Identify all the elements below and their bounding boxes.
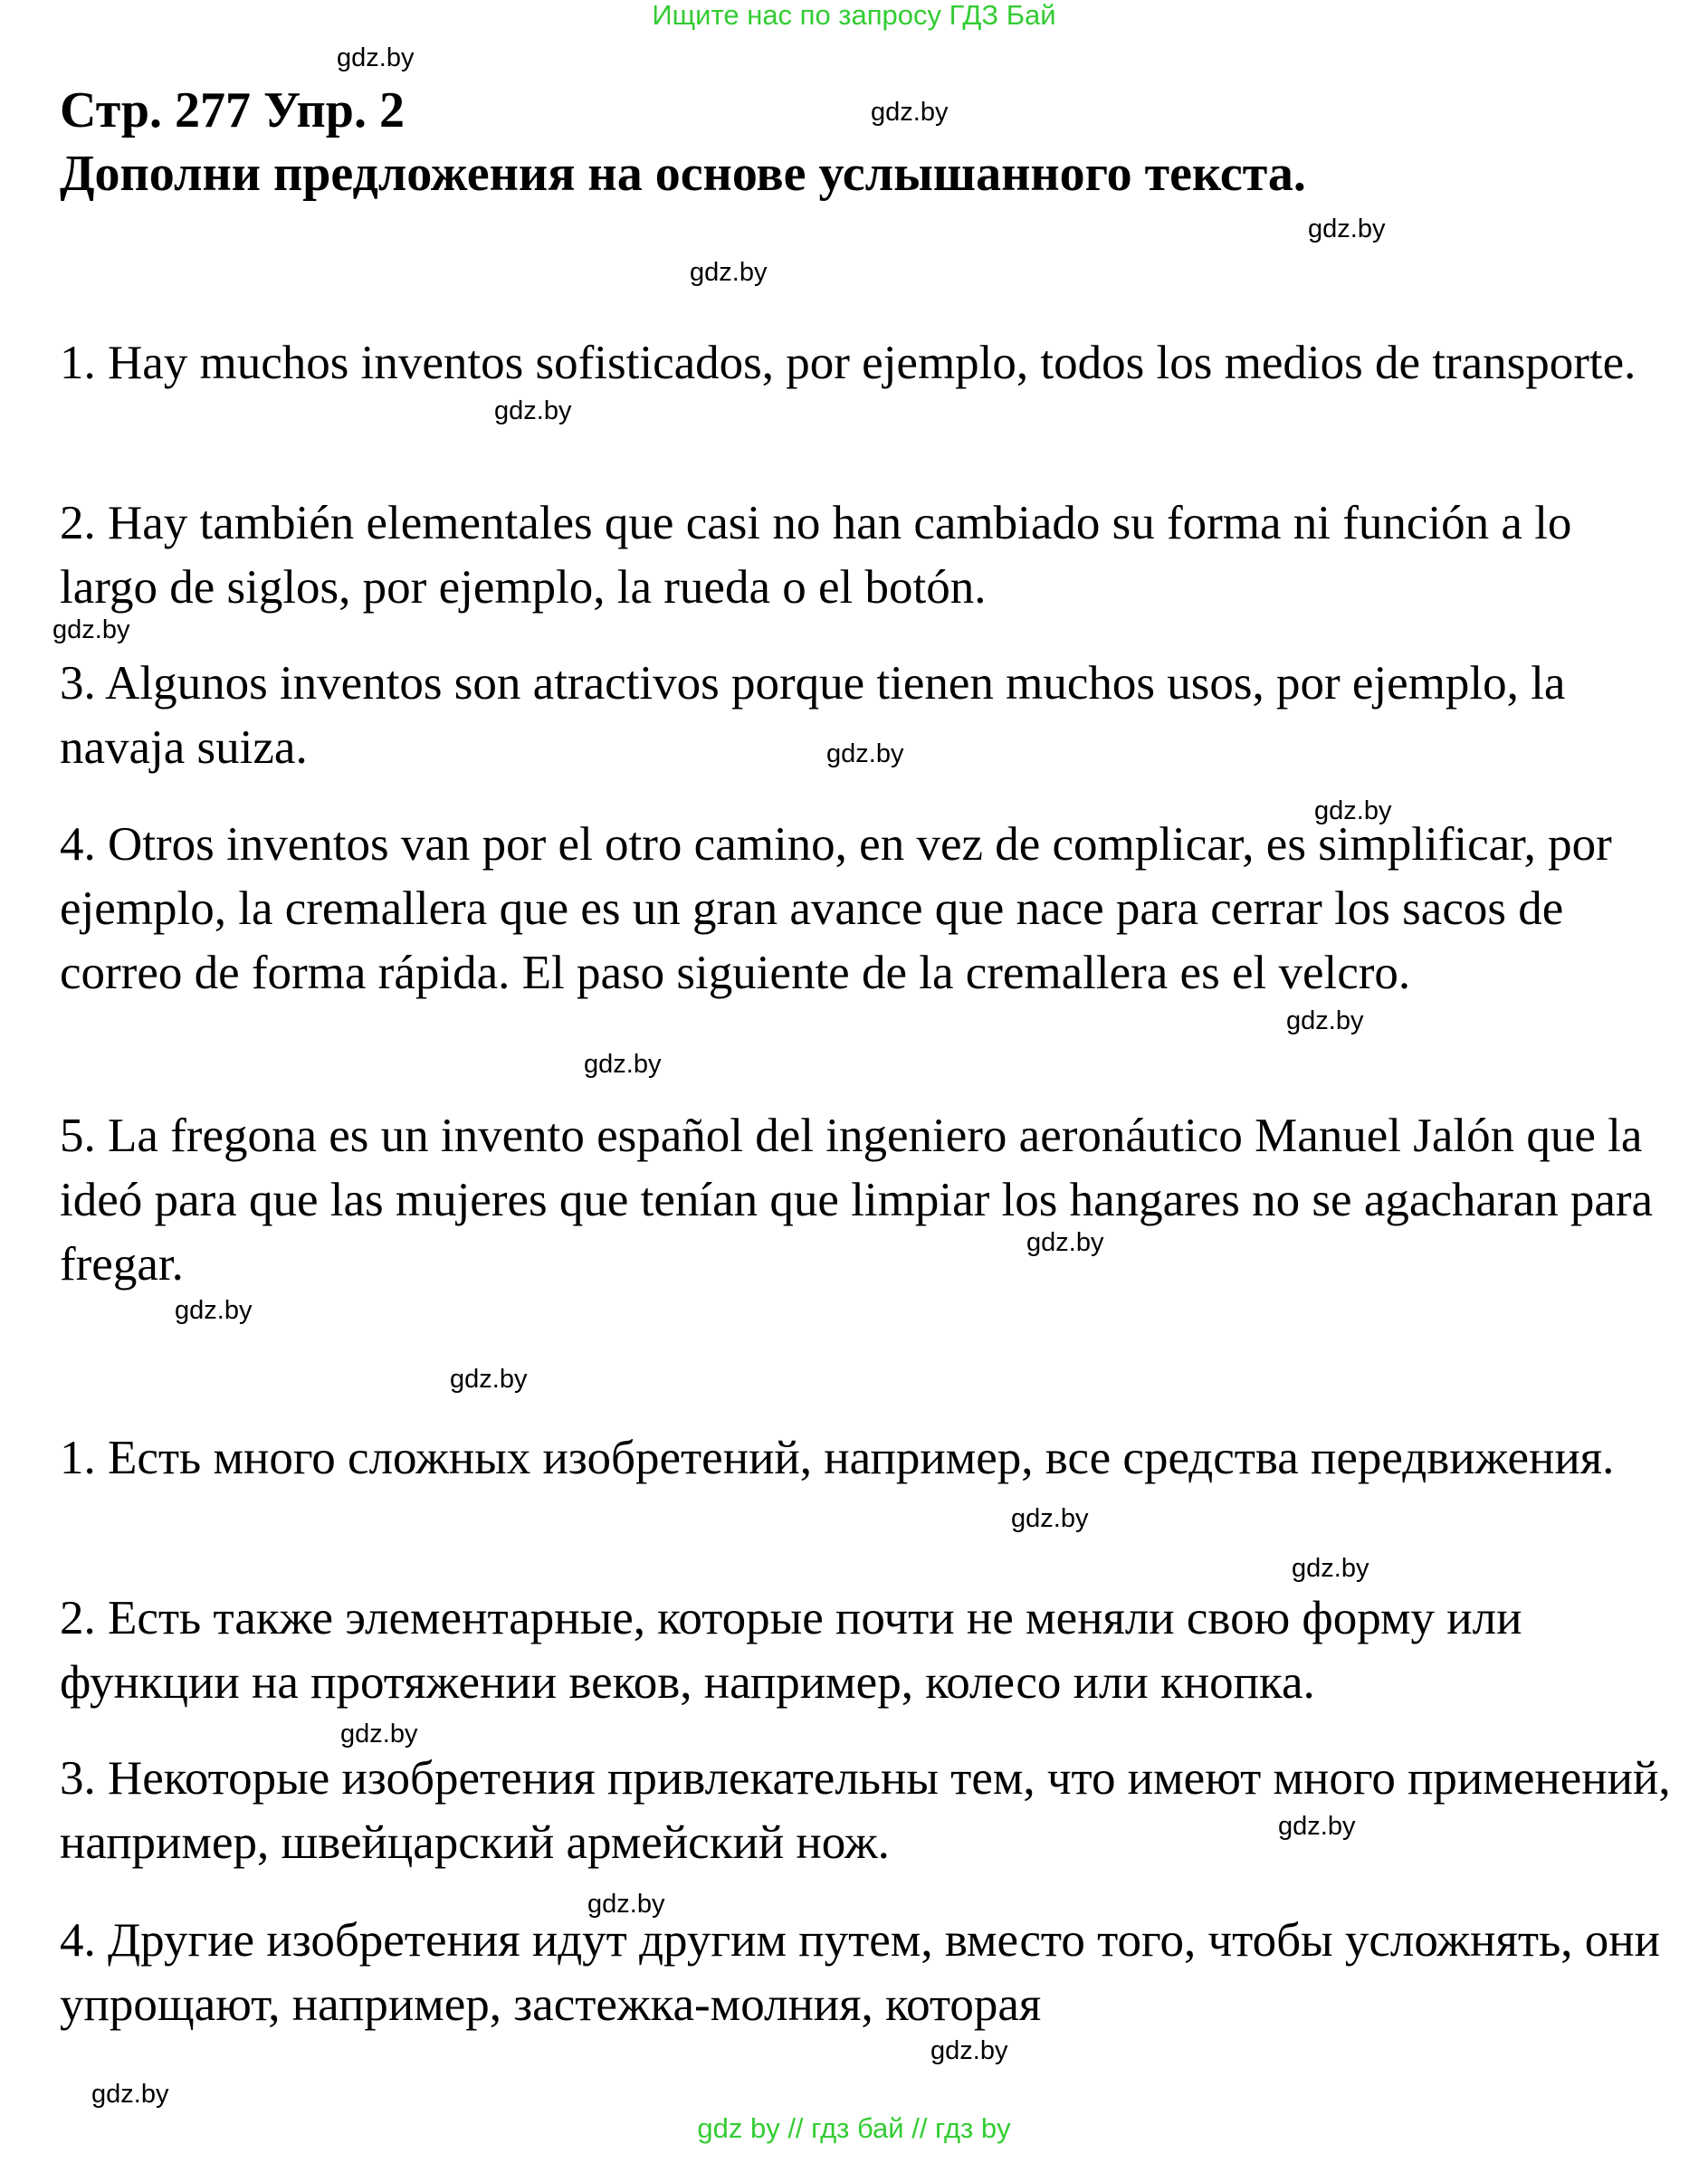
watermark: gdz.by bbox=[1026, 1228, 1104, 1257]
watermark: gdz.by bbox=[1278, 1812, 1356, 1841]
watermark: gdz.by bbox=[494, 396, 572, 425]
watermark: gdz.by bbox=[930, 2036, 1008, 2065]
spanish-sentence-2: 2. Hay también elementales que casi no han cambiado su forma ni función a lo largo de siglos, por ejemplo, la rueda o el botón. bbox=[60, 497, 1572, 614]
watermark: gdz.by bbox=[1308, 214, 1386, 243]
spanish-sentence-4: 4. Otros inventos van por el otro camino, en vez de complicar, es simplificar, por ejemplo, la cremallera que es un gran avance que nace para cerrar los sacos de correo de forma rápida. El paso siguiente de la cremallera es el velcro. bbox=[60, 818, 1612, 999]
watermark: gdz.by bbox=[690, 258, 768, 287]
task-instruction: Дополни предложения на основе услышанного текста. bbox=[60, 146, 1306, 202]
watermark: gdz.by bbox=[340, 1720, 418, 1749]
watermark: gdz.by bbox=[91, 2080, 169, 2109]
spanish-sentence-1: 1. Hay muchos inventos sofisticados, por ejemplo, todos los medios de transporte. bbox=[60, 337, 1636, 389]
spanish-sentence-3: 3. Algunos inventos son atractivos porque tienen muchos usos, por ejemplo, la navaja suiza. bbox=[60, 657, 1566, 774]
watermark: gdz.by bbox=[337, 43, 415, 72]
watermark: gdz.by bbox=[1011, 1504, 1089, 1533]
russian-sentence-4: 4. Другие изобретения идут другим путем, вместо того, чтобы усложнять, они упрощают, например, застежка-молния, которая bbox=[60, 1914, 1660, 2031]
watermark: gdz.by bbox=[1314, 796, 1392, 825]
watermark: gdz.by bbox=[1286, 1006, 1364, 1035]
watermark: gdz.by bbox=[826, 739, 904, 768]
watermark: gdz.by bbox=[587, 1890, 665, 1919]
watermark: gdz.by bbox=[450, 1365, 528, 1394]
spanish-sentence-5: 5. La fregona es un invento español del ingeniero aeronáutico Manuel Jalón que la ideó para que las mujeres que tenían que limpiar los hangares no se agacharan para fregar. bbox=[60, 1110, 1654, 1291]
watermark: gdz.by bbox=[1292, 1554, 1369, 1583]
watermark: gdz.by bbox=[175, 1296, 253, 1325]
page-exercise-title: Стр. 277 Упр. 2 bbox=[60, 82, 405, 138]
russian-sentence-1: 1. Есть много сложных изобретений, например, все средства передвижения. bbox=[60, 1432, 1615, 1484]
russian-sentence-2: 2. Есть также элементарные, которые почти не меняли свою форму или функции на протяжении веков, например, колесо или кнопка. bbox=[60, 1592, 1522, 1709]
footer-watermark: gdz by // гдз бай // гдз by bbox=[697, 2112, 1011, 2144]
site-banner: Ищите нас по запросу ГДЗ Бай bbox=[652, 0, 1056, 31]
russian-sentence-3: 3. Некоторые изобретения привлекательны тем, что имеют много применений, например, швейцарский армейский нож. bbox=[60, 1752, 1671, 1869]
watermark: gdz.by bbox=[871, 98, 949, 127]
watermark: gdz.by bbox=[584, 1050, 662, 1079]
watermark: gdz.by bbox=[52, 615, 130, 644]
